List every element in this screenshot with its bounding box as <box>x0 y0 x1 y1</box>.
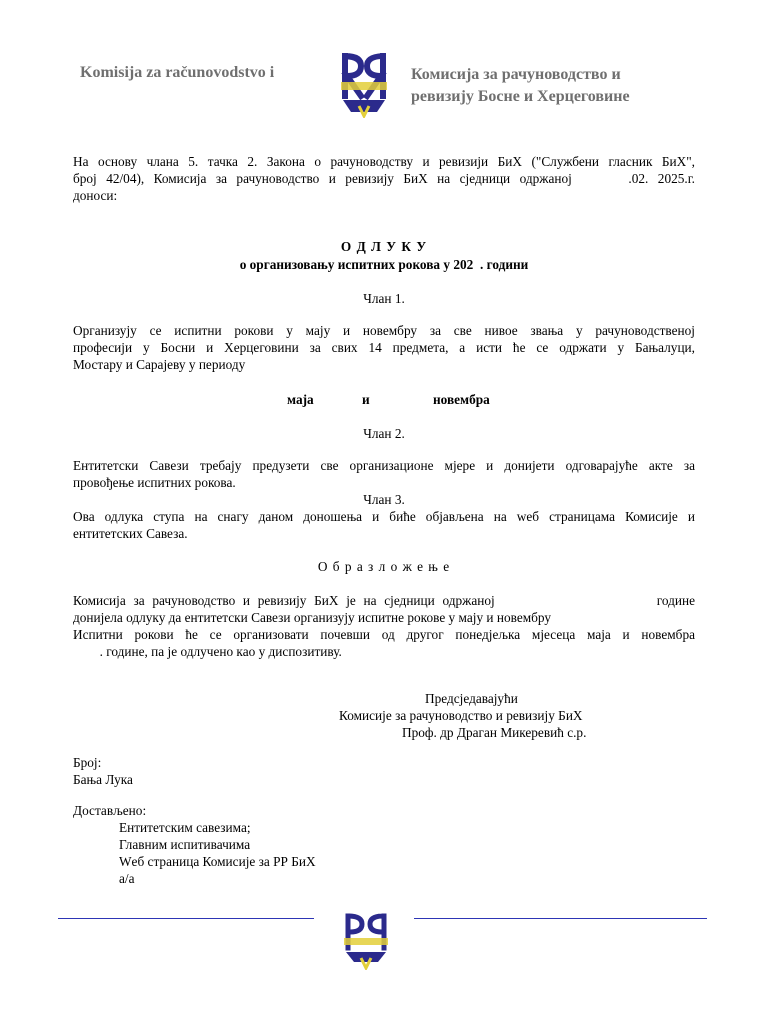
intro-line-3: доноси: <box>73 188 118 203</box>
article-3-heading: Члан 3. <box>363 492 405 507</box>
article-3-line-1: Ова одлука ступа на снагу даном доношења и биће објављена на wеб страницама Комисије и <box>73 509 695 524</box>
explanation-line-4: . године, па је одлучено као у диспозитиву. <box>73 644 342 659</box>
period-and: и <box>362 392 370 407</box>
article-3-line-2: ентитетских Савеза. <box>73 526 188 541</box>
signature-name: Проф. др Драган Микеревић с.р. <box>402 725 587 740</box>
explanation-line-1: Комисија за рачуноводство и ревизију БиХ је на сједници одржаној године <box>73 593 695 608</box>
document-number-label: Број: <box>73 755 102 770</box>
footer-divider-right <box>414 918 707 919</box>
article-2-line-2: провођење испитних рокова. <box>73 475 236 490</box>
explanation-line-3: Испитни рокови ће се организовати почевши од другог понедјељка мјесеца маја и новембра <box>73 627 695 642</box>
explanation-heading: О б р а з л о ж е њ е <box>317 559 451 574</box>
header-title-cyrillic <box>411 64 630 108</box>
recipient-item: Wеб страница Комисије за РР БиХ <box>119 854 316 869</box>
signature-role: Предсједавајући <box>425 691 518 706</box>
article-1-line-2: професији у Босни и Херцеговини за свих 14 предмета, а исти ће се одржати у Бањалуци, <box>73 340 695 355</box>
delivered-label: Достављено: <box>73 803 147 818</box>
intro-line-2: број 42/04), Комисија за рачуноводство и ревизију БиХ на сједници одржаној .02. 2025.г. <box>73 171 695 186</box>
commission-logo-icon <box>339 52 389 118</box>
explanation-line-2: донијела одлуку да ентитетски Савези организују испитне рокове у мају и новембру <box>73 610 552 625</box>
signature-organization: Комисије за рачуноводство и ревизију БиХ <box>339 708 583 723</box>
article-3-body <box>73 508 695 542</box>
intro-line-1: На основу члана 5. тачка 2. Закона о рачуноводству и ревизији БиХ ("Службени гласник БиХ", <box>73 154 695 169</box>
document-place: Бања Лука <box>73 772 133 787</box>
decision-title: О Д Л У К У <box>340 239 428 254</box>
article-1-line-1: Организују се испитни рокови у мају и новембру за све нивое звања у рачуноводственој <box>73 323 695 338</box>
article-1-body <box>73 322 695 373</box>
article-2-heading: Члан 2. <box>363 426 405 441</box>
article-2-body <box>73 457 695 491</box>
commission-footer-logo-icon <box>342 912 390 970</box>
header-title-line1: Комисија за рачуноводство и <box>411 66 621 83</box>
decision-subtitle: о организовању испитних рокова у 202 . години <box>239 257 529 272</box>
delivered-recipients <box>119 819 316 887</box>
article-1-heading: Члан 1. <box>363 291 405 306</box>
intro-paragraph <box>73 153 695 204</box>
period-may: маја <box>287 392 314 407</box>
recipient-item: Главним испитивачима <box>119 837 251 852</box>
recipient-item: Ентитетским савезима; <box>119 820 251 835</box>
header-title-latin: Komisija za računovodstvo i <box>80 64 275 81</box>
explanation-body <box>73 592 695 660</box>
article-1-line-3: Мостару и Сарајеву у периоду <box>73 357 246 372</box>
header-title-line2: ревизију Босне и Херцеговине <box>411 88 630 105</box>
footer-divider-left <box>58 918 314 919</box>
period-november: новембра <box>433 392 490 407</box>
article-2-line-1: Ентитетски Савези требају предузети све организационе мјере и донијети одговарајуће акте за <box>73 458 695 473</box>
recipient-item: а/а <box>119 871 135 886</box>
